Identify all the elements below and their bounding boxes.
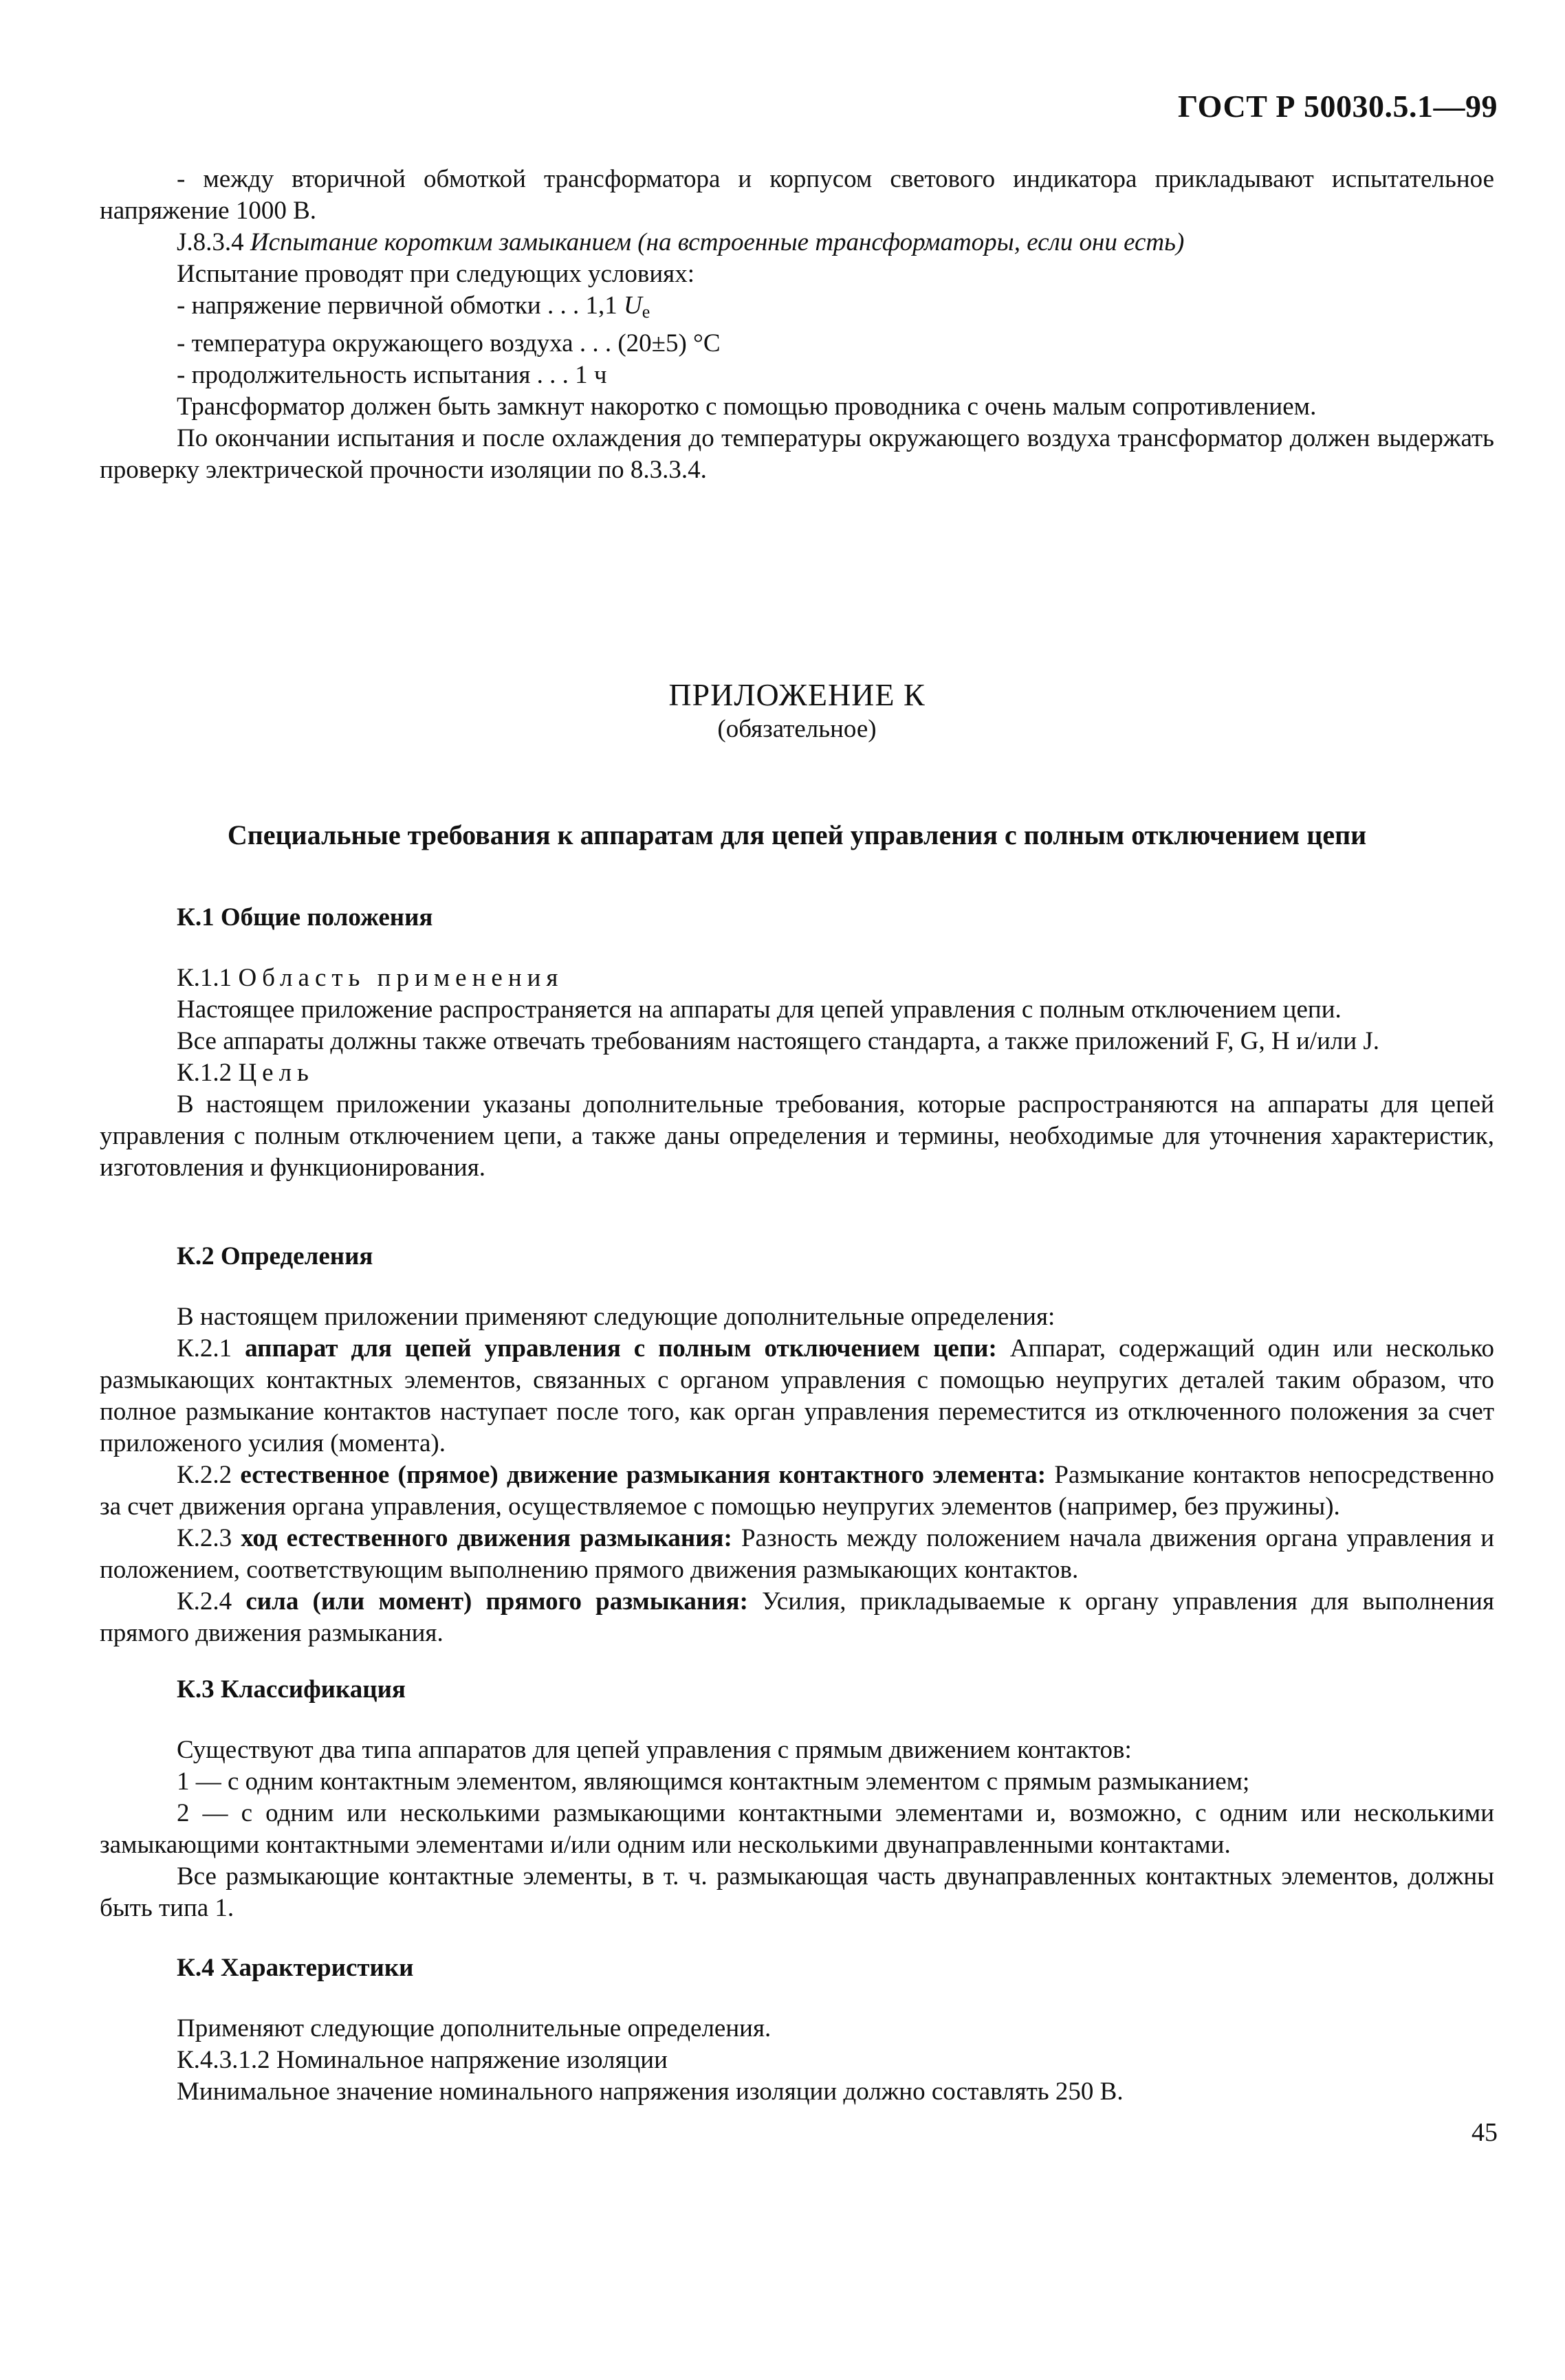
section-k4 [100,1952,1494,2108]
definition-k24-text: Усилия, прикладываемые к органу управления для выполнения прямого движения размыкания. [100,1587,1495,1647]
appendix-k-title-block [100,677,1494,746]
clause-k11-title: Область применения [238,964,564,992]
definition-k24-number: К.2.4 [177,1587,232,1616]
definition-k22-term: естественное (прямое) движение размыкания контактного элемента: [240,1461,1047,1489]
section-k3-heading: К.3 Классификация [177,1675,406,1704]
classification-note: Все размыкающие контактные элементы, в т. ч. размыкающая часть двунаправленных контактных элементов, должны быть типа 1. [100,1862,1494,1922]
definition-k21-number: К.2.1 [177,1334,232,1363]
clause-k11-paragraph-1: Настоящее приложение распространяется на аппараты для цепей управления с полным отключением цепи. [177,995,1342,1024]
paragraph-short-circuit: Трансформатор должен быть замкнут накоротко с помощью проводника с очень малым сопротивлением. [177,393,1317,421]
standard-code-header: ГОСТ Р 50030.5.1—99 [1178,89,1498,124]
section-k1-heading: К.1 Общие положения [177,903,433,932]
definition-k24 [100,1586,1494,1649]
clause-k12-number: К.1.2 [177,1059,232,1087]
paragraph-after-test: По окончании испытания и после охлаждения до температуры окружающего воздуха трансформатор должен выдержать проверку электрической прочности изоляции по 8.3.3.4. [100,424,1494,484]
section-k2-heading: К.2 Определения [177,1242,373,1270]
clause-k12-paragraph: В настоящем приложении указаны дополнительные требования, которые распространяются на аппараты для цепей управления с полным отключением цепи, а также даны определения и термины, необходимые для уточнения характеристик, изготовления и функционирования. [100,1090,1494,1182]
clause-j834 [100,227,1494,258]
appendix-k-heading-block [100,818,1494,852]
condition-test-duration: - продолжительность испытания . . . 1 ч [177,361,607,389]
clause-j834-number: J.8.3.4 [177,228,244,256]
section-k4-heading: К.4 Характеристики [177,1954,414,1982]
definition-k21-text: Аппарат, содержащий один или несколько размыкающих контактных элементов, связанных с органом управления с помощью неупругих деталей таким образом, что полное размыкание контактов наступает после того, как орган управления переместится из отключенного положения за счет приложеного усилия (момента). [100,1334,1494,1457]
definition-k24-term: сила (или момент) прямого размыкания: [245,1587,748,1616]
definition-k22-text: Размыкание контактов непосредственно за счет движения органа управления, осуществляемое с помощью неупругих элементов (например, без пружины). [100,1461,1495,1521]
section-k2-intro: В настоящем приложении применяют следующие дополнительные определения: [177,1303,1055,1331]
page-number: 45 [1471,2118,1498,2147]
clause-k11-paragraph-2: Все аппараты должны также отвечать требованиям настоящего стандарта, а также приложений F, G, H и/или J. [177,1027,1380,1055]
definition-k23-term: ход естественного движения размыкания: [241,1524,732,1552]
appendix-title: ПРИЛОЖЕНИЕ К [668,677,926,712]
condition-primary-voltage [100,290,1494,328]
appendix-heading: Специальные требования к аппаратам для цепей управления с полным отключением цепи [227,819,1367,850]
clause-k11-number: К.1.1 [177,964,232,992]
section-k2 [100,1241,1494,1649]
definition-k21 [100,1333,1494,1459]
clause-j834-title: Испытание коротким замыканием (на встроенные трансформаторы, если они есть) [250,228,1185,256]
section-k4-intro: Применяют следующие дополнительные определения. [177,2014,771,2042]
clause-k4312: К.4.3.1.2 Номинальное напряжение изоляции [177,2046,668,2074]
clause-k11 [100,962,1494,994]
definition-k22 [100,1459,1494,1523]
condition-primary-voltage-text: - напряжение первичной обмотки . . . 1,1 [177,291,624,320]
definition-k23 [100,1523,1494,1586]
voltage-symbol: U [623,291,642,320]
clause-k12 [100,1057,1494,1089]
definition-k23-number: К.2.3 [177,1524,232,1552]
definition-k22-number: К.2.2 [177,1461,232,1489]
definition-k23-text: Разность между положением начала движения органа управления и положением, соответствующим выполнению прямого движения размыкающих контактов. [100,1524,1495,1584]
section-k3-intro: Существуют два типа аппаратов для цепей управления с прямым движением контактов: [177,1736,1132,1764]
section-k3 [100,1674,1494,1924]
paragraph-min-insulation-voltage: Минимальное значение номинального напряжения изоляции должно составлять 250 В. [177,2078,1124,2106]
condition-ambient-temperature: - температура окружающего воздуха . . . (20±5) °C [177,329,721,357]
classification-type-1: 1 — с одним контактным элементом, являющимся контактным элементом с прямым размыканием; [177,1767,1250,1796]
clause-k12-title: Цель [238,1059,314,1087]
appendix-status: (обязательное) [717,715,877,743]
section-k1 [100,902,1494,1184]
paragraph-test-voltage: - между вторичной обмоткой трансформатора и корпусом светового индикатора прикладывают испытательное напряжение 1000 В. [100,165,1494,225]
definition-k21-term: аппарат для цепей управления с полным отключением цепи: [245,1334,997,1363]
classification-type-2: 2 — с одним или несколькими размыкающими контактными элементами и, возможно, с одним или несколькими замыкающими контактными элементами и/или одним или несколькими двунаправленными контактами. [100,1799,1494,1859]
appendix-j-continuation [100,164,1494,486]
voltage-symbol-subscript: e [642,302,650,322]
conditions-intro: Испытание проводят при следующих условиях: [177,260,694,288]
